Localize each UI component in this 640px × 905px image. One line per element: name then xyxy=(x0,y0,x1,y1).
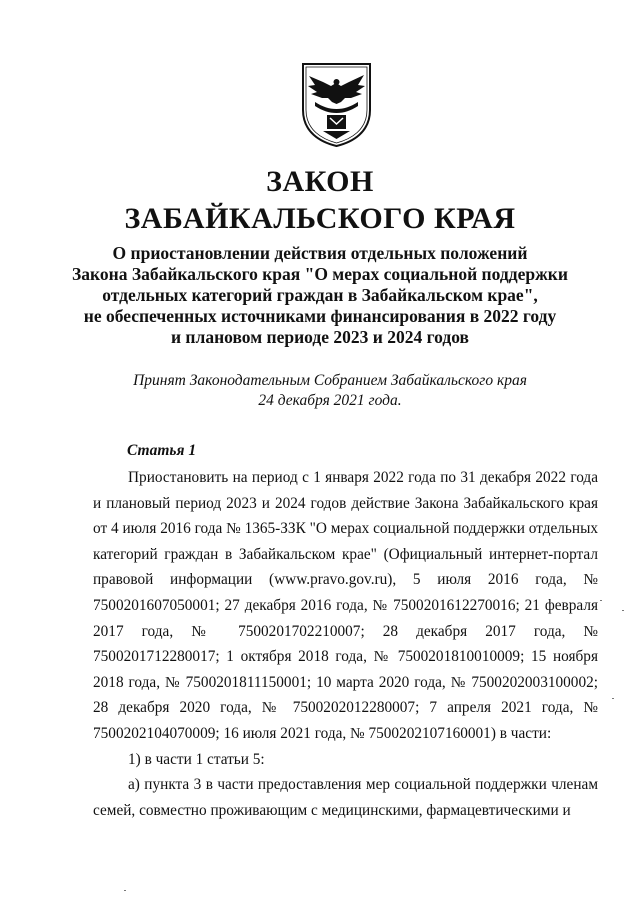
list-item: а) пункта 3 в части предоставления мер социальной поддержки членам семей, совместно проживающим с медицинскими, фармацевтическими и xyxy=(93,776,598,819)
scan-speck xyxy=(622,610,624,611)
subtitle-line: не обеспеченных источниками финансирования в 2022 году xyxy=(83,306,557,326)
subtitle-line: и плановом периоде 2023 и 2024 годов xyxy=(170,327,470,347)
document-issuer: ЗАБАЙКАЛЬСКОГО КРАЯ xyxy=(124,202,516,235)
adoption-line: Принят Законодательным Собранием Забайкальского края xyxy=(133,372,527,389)
list-item: 1) в части 1 статьи 5: xyxy=(128,750,265,768)
article-body xyxy=(93,465,598,823)
scan-speck xyxy=(124,890,126,891)
document-title: ЗАКОН xyxy=(266,165,374,198)
subtitle-line: Закона Забайкальского края "О мерах социальной поддержки xyxy=(72,264,568,284)
adoption-note xyxy=(60,371,600,411)
article-heading: Статья 1 xyxy=(127,442,197,459)
law-subtitle xyxy=(60,243,580,348)
article-paragraph: Приостановить на период с 1 января 2022 года по 31 декабря 2022 года и плановый период 2023 и 2024 годов действие Закона Забайкальского края от 4 июля 2016 года № 1365-ЗЗК "О мерах социальной поддержки отдельных категорий граждан в Забайкальском крае" (Официальный интернет-портал правовой информации (www.pravo.gov.ru), 5 июля 2016 года, № 7500201607050001; 27 декабря 2016 года, № 7500201612270016; 21 февраля 2017 года, № 7500201702210007; 28 декабря 2017 года, № 7500201712280017; 1 октября 2018 года, № 7500201810010009; 15 ноября 2018 года, № 7500201811150001; 10 марта 2020 года, № 7500202003100002; 28 декабря 2020 года, № 7500202012280007; 7 апреля 2021 года, № 7500202104070009; 16 июля 2021 года, № 7500202107160001) в части: xyxy=(93,469,598,742)
scan-speck xyxy=(612,698,614,699)
adoption-date: 24 декабря 2021 года. xyxy=(258,392,402,409)
scan-speck xyxy=(600,600,602,601)
subtitle-line: О приостановлении действия отдельных положений xyxy=(112,243,528,263)
coat-of-arms-icon xyxy=(301,62,372,148)
subtitle-line: отдельных категорий граждан в Забайкальском крае", xyxy=(102,285,538,305)
